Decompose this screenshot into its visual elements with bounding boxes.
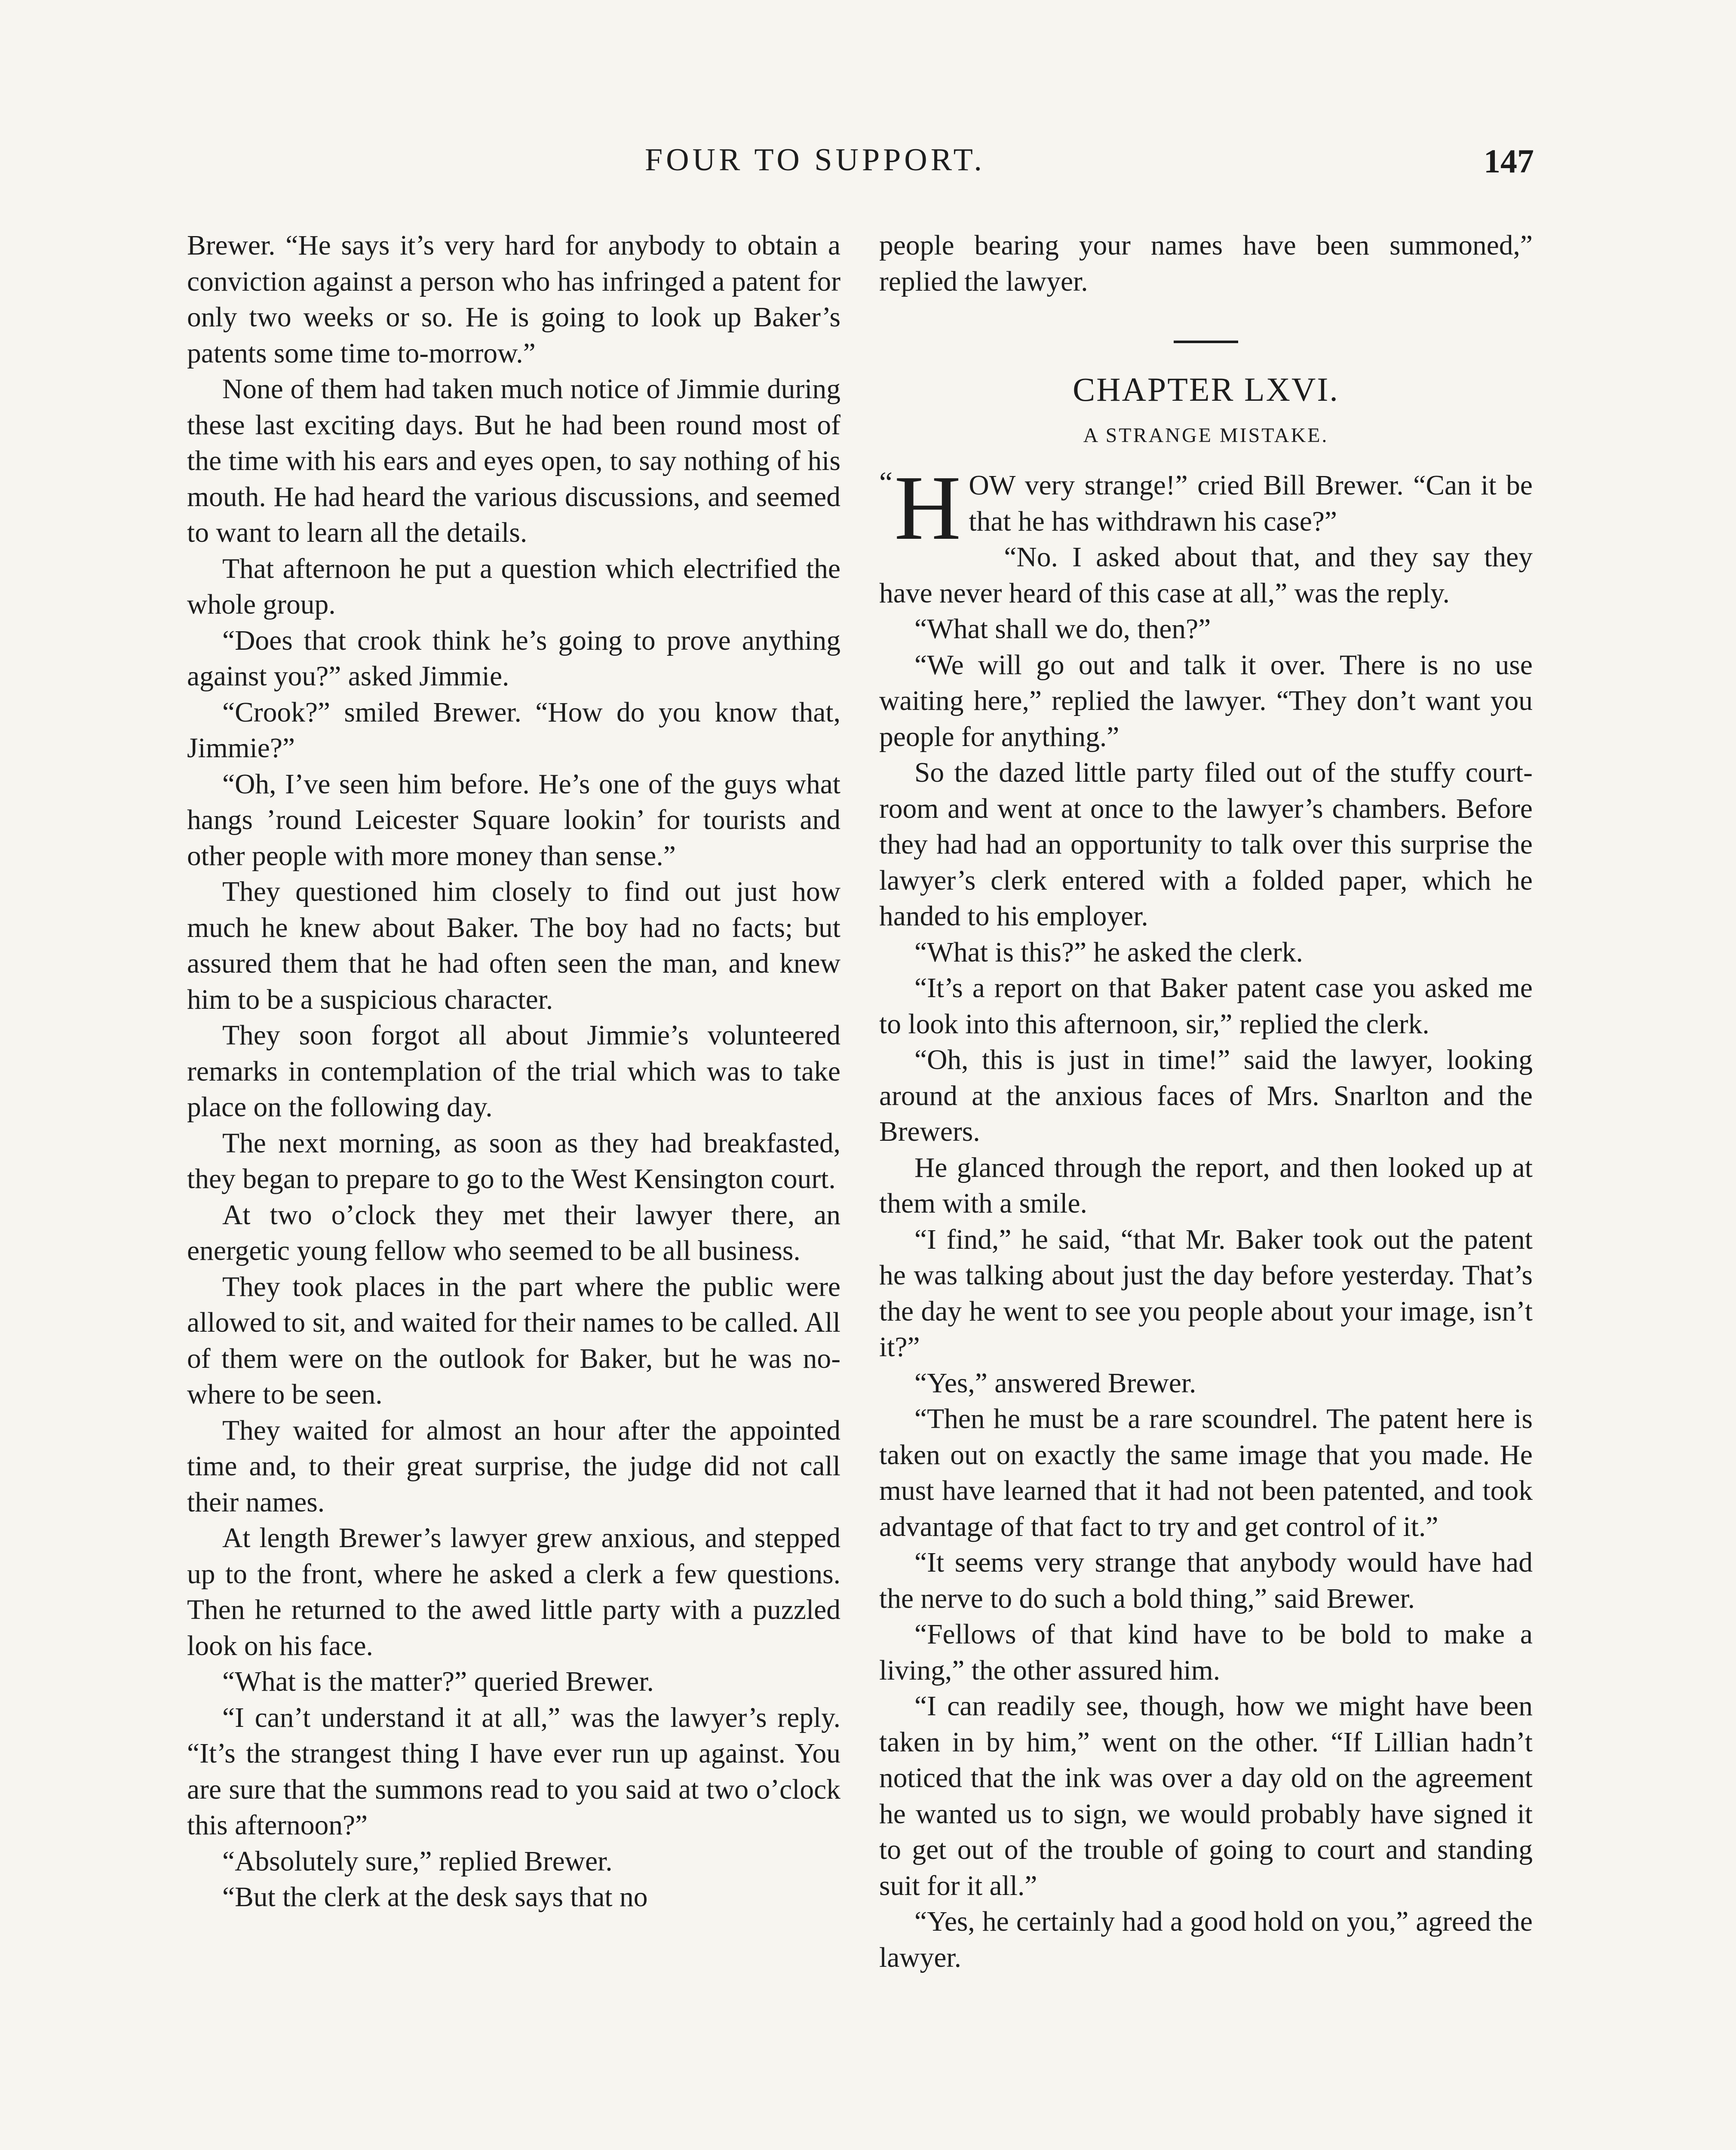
paragraph: “I can readily see, though, how we might have been taken in by him,” went on the other. “If Lillian hadn’t noticed that the ink was over a day old on the agreement he wanted us to sign, we would probably have signed it to get out of the trouble of going to court and standing suit for it all.”	[879, 1691, 1533, 1901]
paragraph: They waited for almost an hour after the appointed time and, to their great surprise, the judge did not call their names.	[187, 1415, 840, 1518]
paragraph: “Crook?” smiled Brewer. “How do you know that, Jimmie?”	[187, 697, 840, 764]
paragraph: “What is this?” he asked the clerk.	[914, 937, 1303, 968]
paragraph: He glanced through the report, and then looked up at them with a smile.	[879, 1152, 1533, 1219]
paragraph: “Yes, he certainly had a good hold on you,” agreed the lawyer.	[879, 1906, 1533, 1973]
paragraph: “I can’t understand it at all,” was the lawyer’s reply. “It’s the strangest thing I have ever run up against. You are sure that the summons read to you said at two o’clock this afternoon?”	[187, 1702, 840, 1841]
paragraph: “Yes,” answered Brewer.	[914, 1367, 1196, 1399]
paragraph: The next morning, as soon as they had breakfasted, they began to prepare to go to the West Kensington court.	[187, 1127, 840, 1195]
right-column	[879, 228, 1533, 1976]
paragraph: “Fellows of that kind have to be bold to make a living,” the other assured him.	[879, 1619, 1533, 1686]
paragraph: “Does that crook think he’s going to prove anything against you?” asked Jimmie.	[187, 625, 840, 692]
paragraph: “I find,” he said, “that Mr. Baker took out the patent he was talking about just the day before yesterday. That’s the day he went to see you people about your image, isn’t it?”	[879, 1224, 1533, 1363]
paragraph: They soon forgot all about Jimmie’s volunteered remarks in contemplation of the trial which was to take place on the following day.	[187, 1020, 840, 1123]
paragraph: Brewer. “He says it’s very hard for anybody to obtain a conviction against a person who has infringed a patent for only two weeks or so. He is going to look up Baker’s patents some time to-morrow.”	[187, 230, 840, 369]
paragraph: “It’s a report on that Baker patent case you asked me to look into this afternoon, sir,” replied the clerk.	[879, 973, 1533, 1040]
paragraph: “But the clerk at the desk says that no	[222, 1882, 648, 1913]
paragraph: “Absolutely sure,” replied Brewer.	[222, 1846, 613, 1877]
dropcap-quote: “	[879, 466, 893, 499]
page-number: 147	[1484, 142, 1534, 180]
paragraph: “What is the matter?” queried Brewer.	[222, 1666, 654, 1697]
drop-cap: H	[894, 456, 961, 559]
paragraph: That afternoon he put a question which electrified the whole group.	[187, 553, 840, 620]
continuation-paragraph: people bearing your names have been summoned,” replied the lawyer.	[879, 230, 1533, 297]
left-column	[187, 228, 840, 1916]
paragraph: At two o’clock they met their lawyer there, an energetic young fellow who seemed to be all business.	[187, 1199, 840, 1266]
opening-paragraph	[879, 456, 1533, 559]
paragraph: “No. I asked about that, and they say they have never heard of this case at all,” was the reply.	[879, 542, 1533, 609]
paragraph: “Then he must be a rare scoundrel. The patent here is taken out on exactly the same image that you made. He must have learned that it had not been patented, and took advantage of that fact to try and get control of it.”	[879, 1404, 1533, 1542]
running-title: FOUR TO SUPPORT.	[645, 142, 985, 178]
paragraph: They questioned him closely to find out just how much he knew about Baker. The boy had no facts; but assured them that he had often seen the man, and knew him to be a suspicious character.	[187, 876, 840, 1015]
paragraph: So the dazed little party filed out of the stuffy court-room and went at once to the lawyer’s chambers. Before they had had an opportunity to talk over this surprise the lawyer’s clerk entered with a folded paper, which he handed to his employer.	[879, 757, 1533, 932]
page-header	[0, 142, 1736, 198]
opening-text: OW very strange!” cried Bill Brewer. “Can it be that he has withdrawn his case?”	[969, 470, 1533, 537]
chapter-title: CHAPTER LXVI.	[1073, 371, 1339, 408]
chapter-divider	[1174, 341, 1238, 343]
paragraph: “What shall we do, then?”	[914, 614, 1211, 645]
paragraph: “Oh, this is just in time!” said the lawyer, looking around at the anxious faces of Mrs. Snarlton and the Brewers.	[879, 1044, 1533, 1147]
paragraph: At length Brewer’s lawyer grew anxious, and stepped up to the front, where he asked a clerk a few questions. Then he returned to the awed little party with a puzzled look on his face.	[187, 1523, 840, 1662]
paragraph: “We will go out and talk it over. There is no use waiting here,” replied the lawyer. “They don’t want you people for anything.”	[879, 649, 1533, 752]
paragraph: None of them had taken much notice of Jimmie during these last exciting days. But he had been round most of the time with his ears and eyes open, to say nothing of his mouth. He had heard the various discussions, and seemed to want to learn all the details.	[187, 374, 840, 548]
chapter-subtitle: A STRANGE MISTAKE.	[1083, 424, 1329, 447]
paragraph: They took places in the part where the public were allowed to sit, and waited for their names to be called. All of them were on the outlook for Baker, but he was nowhere to be seen.	[187, 1271, 840, 1410]
paragraph: “It seems very strange that anybody would have had the nerve to do such a bold thing,” said Brewer.	[879, 1547, 1533, 1614]
paragraph: “Oh, I’ve seen him before. He’s one of the guys what hangs ’round Leicester Square lookin’ for tourists and other people with more money than sense.”	[187, 768, 840, 872]
